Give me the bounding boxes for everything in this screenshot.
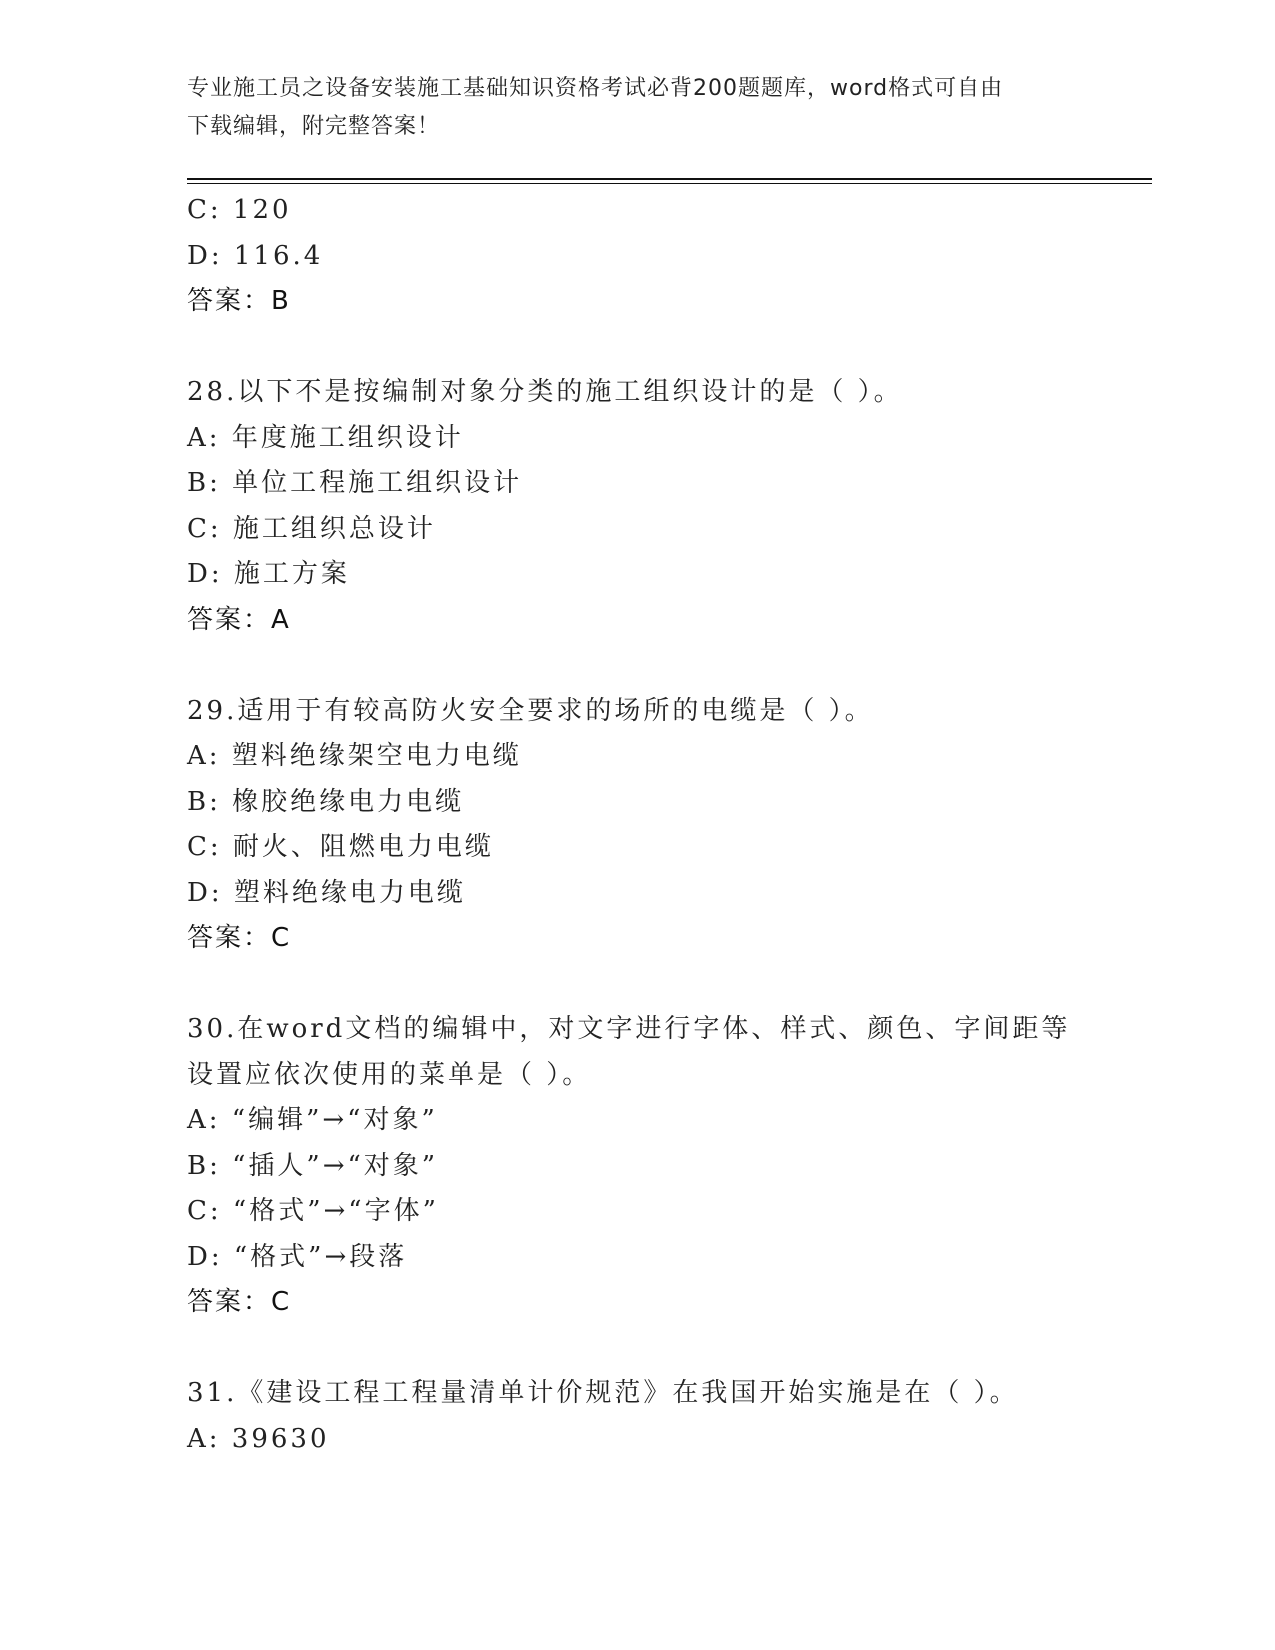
question-text: 28.以下不是按编制对象分类的施工组织设计的是（ ）。 bbox=[187, 377, 903, 407]
header-line-1: 专业施工员之设备安装施工基础知识资格考试必背200题题库，word格式可自由 bbox=[187, 76, 1004, 101]
option-a: A: 塑料绝缘架空电力电缆 bbox=[187, 741, 522, 771]
question-31 bbox=[187, 1371, 1107, 1462]
answer-line: 答案：C bbox=[187, 1287, 292, 1317]
previous-question-tail bbox=[187, 188, 1107, 325]
question-text: 31.《建设工程工程量清单计价规范》在我国开始实施是在（ ）。 bbox=[187, 1378, 1019, 1408]
answer-line: 答案：C bbox=[187, 923, 292, 953]
option-c: C: 耐火、阻燃电力电缆 bbox=[187, 832, 494, 862]
question-text-line-1: 30.在word文档的编辑中，对文字进行字体、样式、颜色、字间距等 bbox=[187, 1014, 1071, 1044]
question-30 bbox=[187, 1007, 1107, 1326]
option-c: C: 施工组织总设计 bbox=[187, 513, 436, 544]
answer-line: 答案：A bbox=[187, 604, 291, 635]
header-rule-thick bbox=[187, 178, 1152, 180]
option-a: A: “编辑”→“对象” bbox=[187, 1105, 438, 1135]
header-rule-thin bbox=[187, 183, 1152, 184]
option-d: D: 施工方案 bbox=[187, 559, 350, 589]
option-c: C: “格式”→“字体” bbox=[187, 1196, 439, 1226]
question-28 bbox=[187, 370, 1107, 643]
option-a: A: 年度施工组织设计 bbox=[187, 422, 464, 453]
option-d: D: 116.4 bbox=[187, 240, 324, 271]
option-a: A: 39630 bbox=[187, 1423, 330, 1454]
option-c: C: 120 bbox=[187, 195, 292, 225]
header-line-2: 下载编辑，附完整答案！ bbox=[187, 114, 441, 139]
option-d: D: 塑料绝缘电力电缆 bbox=[187, 877, 466, 908]
question-29 bbox=[187, 689, 1107, 962]
answer-line: 答案：B bbox=[187, 286, 291, 316]
option-d: D: “格式”→段落 bbox=[187, 1241, 408, 1272]
question-text: 29.适用于有较高防火安全要求的场所的电缆是（ ）。 bbox=[187, 695, 874, 726]
option-b: B: “插人”→“对象” bbox=[187, 1150, 439, 1181]
option-b: B: 橡胶绝缘电力电缆 bbox=[187, 786, 465, 817]
question-text-line-2: 设置应依次使用的菜单是（ ）。 bbox=[187, 1059, 592, 1090]
question-content bbox=[187, 188, 1107, 1462]
page-header bbox=[187, 70, 1067, 146]
option-b: B: 单位工程施工组织设计 bbox=[187, 468, 523, 498]
